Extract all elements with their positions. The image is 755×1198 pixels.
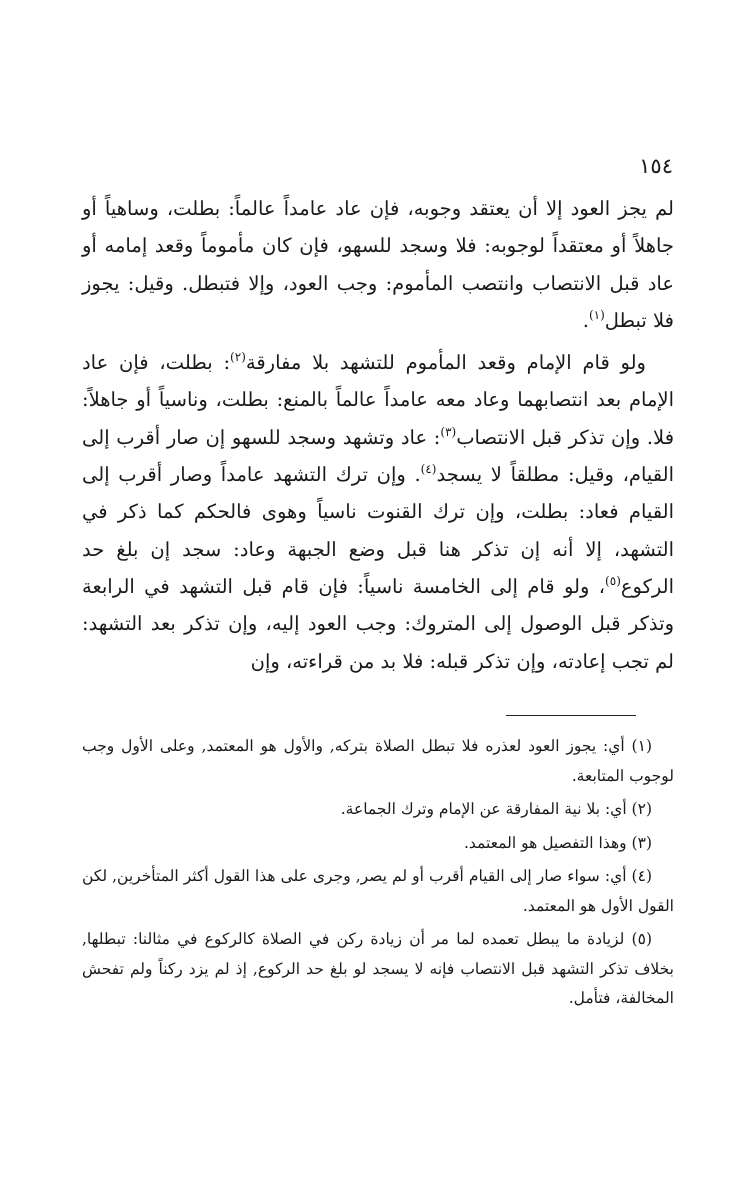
paragraph-2-text-e: ، ولو قام إلى الخامسة ناسياً: فإن قام قبل التشهد في الرابعة وتذكر قبل الوصول إلى المتروك: وجب العود إليه، وإن تذكر بعد التشهد: لم تجب إعادته، وإن تذكر قبله: فلا بد من قراءته، وإن: [82, 574, 674, 673]
footnote-2: (٢) أي: بلا نية المفارقة عن الإمام وترك الجماعة.: [340, 800, 652, 818]
paragraph-1: [82, 190, 674, 339]
paragraph-2-text-b: : بطلت، فإن عاد الإمام بعد انتصابهما وعاد معه عامداً عالماً بالمنع: بطلت، وناسياً أو جاهلاً: فلا. وإن تذكر قبل الانتصاب: [82, 351, 675, 449]
paragraph-1-end: .: [582, 308, 589, 332]
footnote-ref-1: (١): [588, 307, 605, 322]
footnote-5: (٥) لزيادة ما يبطل تعمده لما مر أن زيادة ركن في الصلاة كالركوع في مثالنا: تبطلها, بخلاف تذكر التشهد قبل الانتصاب فإنه لا يسجد لو بلغ حد الركوع, إذ لم يزد ركناً ولم تفحش المخالفة، فتأمل.: [82, 930, 674, 1007]
footnote-4: (٤) أي: سواء صار إلى القيام أقرب أو لم يصر, وجرى على هذا القول أكثر المتأخرين, لكن القول الأول هو المعتمد.: [82, 867, 674, 915]
footnote-ref-3: (٣): [440, 424, 457, 439]
paragraph-2-text-d: . وإن ترك التشهد عامداً وصار أقرب إلى القيام فعاد: بطلت، وإن ترك القنوت ناسياً وهوى فالحكم كما ذكر في التشهد، إلا أنه إن تذكر هنا قبل وضع الجبهة وعاد: سجد إن بلغ حد الركوع: [82, 463, 674, 598]
footnote-ref-5: (٥): [605, 573, 621, 588]
footnote-ref-4: (٤): [420, 462, 437, 477]
paragraph-2-text-c: : عاد وتشهد وسجد للسهو إن صار أقرب إلى القيام، وقيل: مطلقاً لا يسجد: [82, 425, 675, 487]
footnote-1: (١) أي: يجوز العود لعذره فلا تبطل الصلاة بتركه, والأول هو المعتمد, وعلى الأول وجب لوجوب المتابعة.: [82, 737, 674, 785]
paragraph-2-text-a: ولو قام الإمام وقعد المأموم للتشهد بلا مفارقة: [245, 351, 646, 375]
paragraph-1-text: لم يجز العود إلا أن يعتقد وجوبه، فإن عاد عامداً عالماً: بطلت، وساهياً أو جاهلاً أو معتقداً لوجوبه: فلا وسجد للسهو، فإن كان مأموماً وقعد إمامه أو عاد قبل الانتصاب وانتصب المأموم: وجب العود، وإلا فتبطل. وقيل: يجوز فلا تبطل: [82, 197, 674, 332]
page-number: ١٥٤: [639, 154, 673, 178]
main-text: [82, 190, 674, 680]
footnote-3: (٣) وهذا التفصيل هو المعتمد.: [463, 833, 652, 852]
footnote-ref-2: (٢): [230, 350, 246, 365]
paragraph-2: [82, 344, 674, 680]
footnote-separator: [506, 715, 636, 716]
footnotes: [82, 732, 674, 1018]
